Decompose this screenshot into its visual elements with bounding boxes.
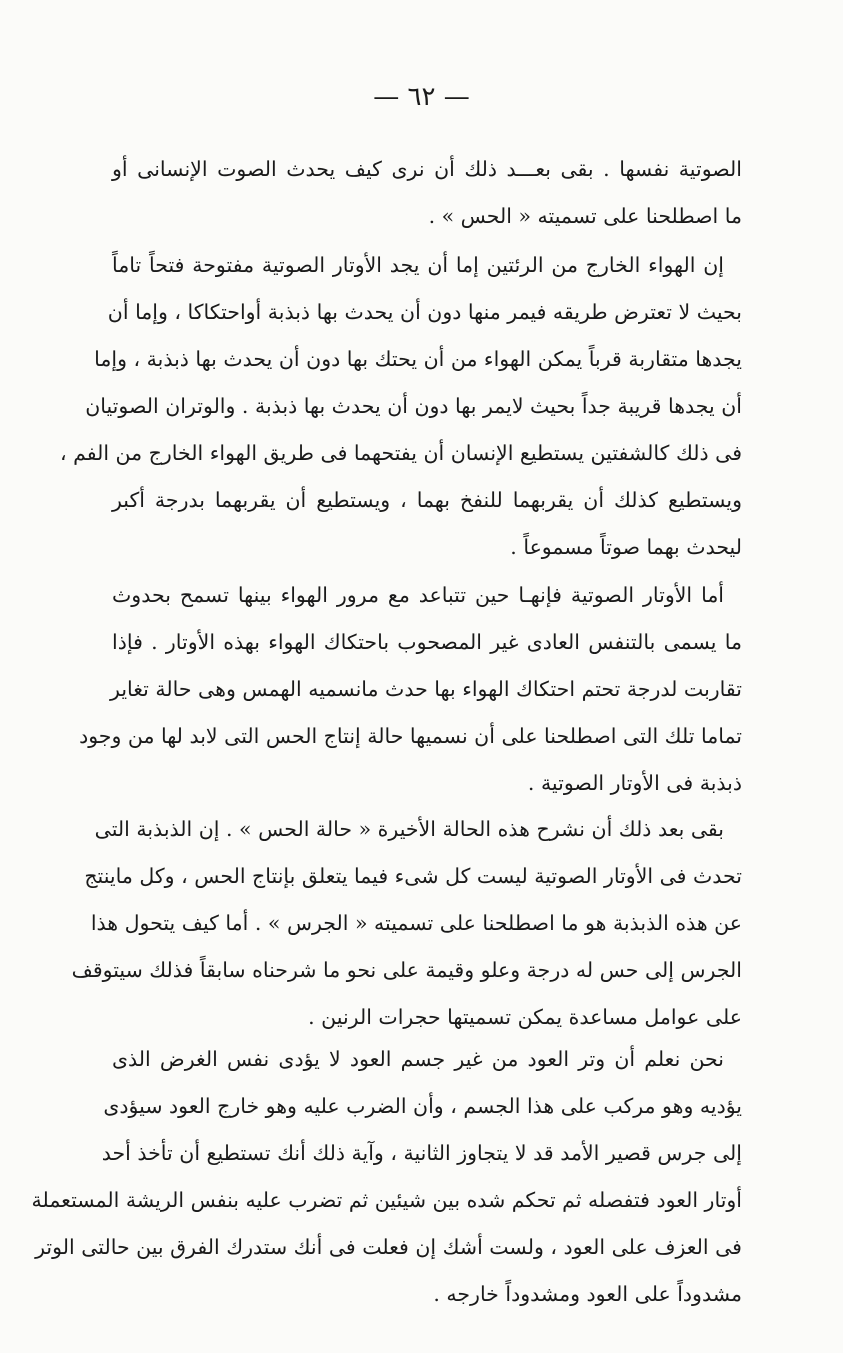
paragraph-1 (112, 146, 742, 240)
text-line: على عوامل مساعدة يمكن تسميتها حجرات الرنين . (308, 1005, 742, 1029)
paragraph-3 (79, 572, 742, 807)
text-line: تقاربت لدرجة تحتم احتكاك الهواء بها حدث مانسميه الهمس وهى حالة تغاير (110, 677, 742, 701)
text-line: إلى جرس قصير الأمد قد لا يتجاوز الثانية ، وآية ذلك أنك تستطيع أن تأخذ أحد (101, 1141, 742, 1165)
text-line: فى ذلك كالشفتين يستطيع الإنسان أن يفتحهما فى طريق الهواء الخارج من الفم ، (59, 441, 742, 465)
text-line: ما اصطلحنا على تسميته « الحس » . (428, 204, 742, 228)
text-line: فى العزف على العود ، ولست أشك إن فعلت فى أنك ستدرك الفرق بين حالتى الوتر (35, 1235, 742, 1259)
text-line: نحن نعلم أن وتر العود من غير جسم العود لا يؤدى نفس الغرض الذى (112, 1047, 724, 1071)
text-line: الصوتية نفسها . بقى بعـــد ذلك أن نرى كيف يحدث الصوت الإنسانى أو (112, 157, 742, 181)
text-line: تماما تلك التى اصطلحنا على أن نسميها حالة إنتاج الحس التى لابد لها من وجود (79, 724, 742, 748)
text-line: بحيث لا تعترض طريقه فيمر منها دون أن يحدث بها ذبذبة أواحتكاكا ، وإما أن (107, 300, 742, 324)
page-number: — ٦٢ — (373, 82, 470, 112)
text-line: أما الأوتار الصوتية فإنهـا حين تتباعد مع مرور الهواء بينها تسمح بحدوث (112, 583, 724, 607)
text-line: بقى بعد ذلك أن نشرح هذه الحالة الأخيرة « حالة الحس » . إن الذبذبة التى (94, 817, 724, 841)
text-line: ويستطيع كذلك أن يقربهما للنفخ بهما ، ويستطيع أن يقربهما بدرجة أكبر (112, 488, 742, 512)
paragraph-2 (59, 242, 742, 571)
text-line: الجرس إلى حس له درجة وعلو وقيمة على نحو ما شرحناه سابقاً فذلك سيتوقف (71, 958, 742, 982)
text-line: ذبذبة فى الأوتار الصوتية . (527, 771, 742, 795)
text-line: أوتار العود فتفصله ثم تحكم شده بين شيئين ثم تضرب عليه بنفس الريشة المستعملة (31, 1188, 742, 1212)
text-line: مشدوداً على العود ومشدوداً خارجه . (433, 1282, 742, 1306)
text-line: ليحدث بهما صوتاً مسموعاً . (510, 535, 742, 559)
text-line: إن الهواء الخارج من الرئتين إما أن يجد الأوتار الصوتية مفتوحة فتحاً تاماً (112, 253, 724, 277)
text-line: يجدها متقاربة قرباً يمكن الهواء من أن يحتك بها دون أن يحدث بها ذبذبة ، وإما (94, 347, 742, 371)
text-line: تحدث فى الأوتار الصوتية ليست كل شىء فيما يتعلق بإنتاج الحس ، وكل ماينتج (84, 864, 742, 888)
text-line: يؤديه وهو مركب على هذا الجسم ، وأن الضرب عليه وهو خارج العود سيؤدى (103, 1094, 742, 1118)
text-line: عن هذه الذبذبة هو ما اصطلحنا على تسميته « الجرس » . أما كيف يتحول هذا (90, 911, 742, 935)
paragraph-5 (31, 1036, 742, 1318)
text-line: ما يسمى بالتنفس العادى غير المصحوب باحتكاك الهواء بهذه الأوتار . فإذا (112, 630, 742, 654)
paragraph-4 (71, 806, 742, 1041)
text-line: أن يجدها قريبة جداً بحيث لايمر بها دون أن يحدث بها ذبذبة . والوتران الصوتيان (85, 394, 742, 418)
